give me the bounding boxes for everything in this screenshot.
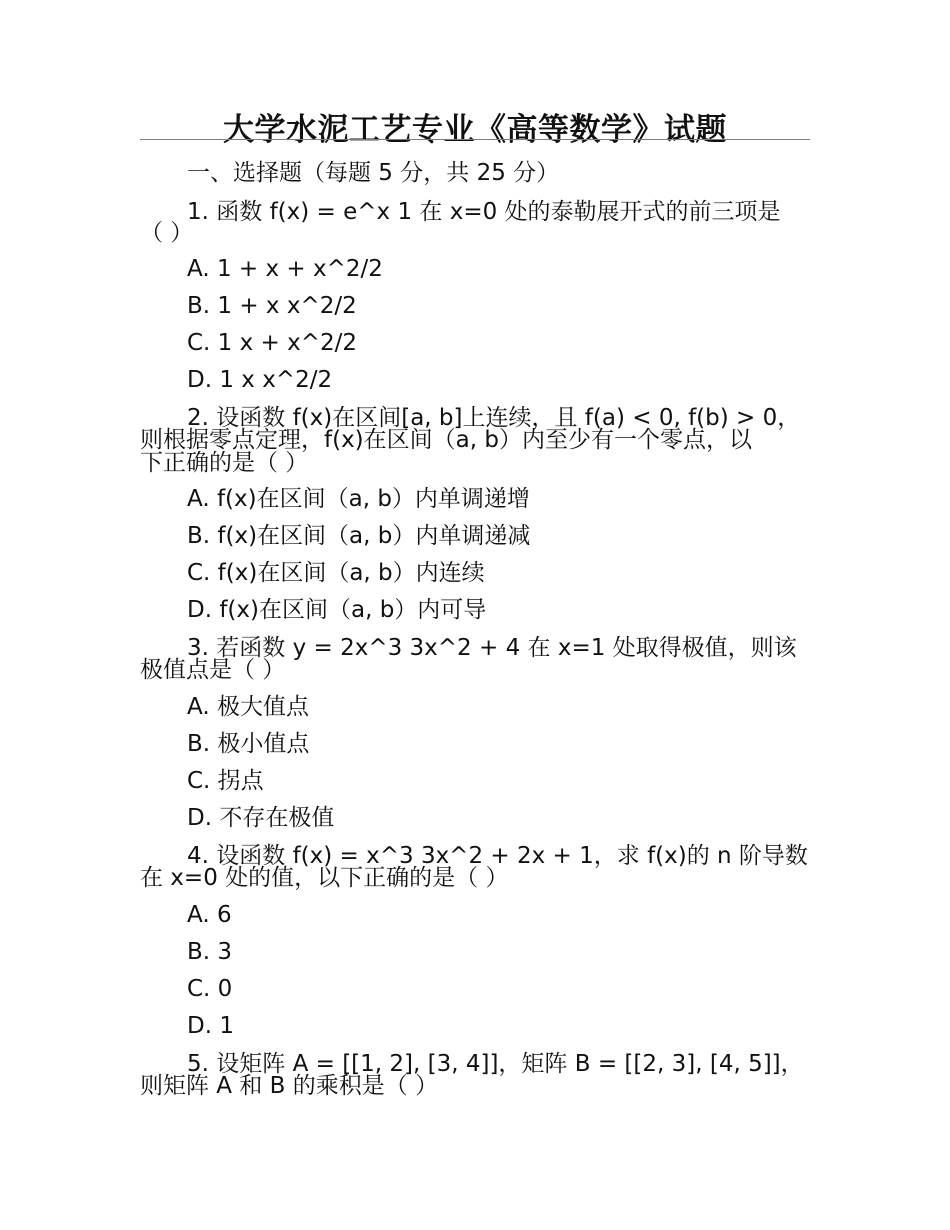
question-5-stem-line-2: 则矩阵 A 和 B 的乘积是（ ）	[140, 1073, 439, 1099]
question-2-stem-line-3: 下正确的是（ ）	[140, 450, 309, 476]
question-3-stem-line-1: 3. 若函数 y = 2x^3 3x^2 + 4 在 x=1 处取得极值，则该	[187, 635, 797, 661]
question-4-option-b: B. 3	[187, 939, 233, 965]
question-3-stem-line-2: 极值点是（ ）	[140, 657, 286, 683]
question-1-option-c: C. 1 x + x^2/2	[187, 330, 358, 356]
question-2-option-c: C. f(x)在区间（a, b）内连续	[187, 560, 485, 586]
question-4-option-a: A. 6	[187, 902, 232, 928]
question-2-stem-line-2: 则根据零点定理，f(x)在区间（a, b）内至少有一个零点，以	[140, 427, 752, 453]
title-underline	[140, 139, 810, 140]
question-3-option-b: B. 极小值点	[187, 731, 310, 757]
question-4-stem-line-1: 4. 设函数 f(x) = x^3 3x^2 + 2x + 1，求 f(x)的 n 阶导数	[187, 843, 808, 869]
document-title: 大学水泥工艺专业《高等数学》试题	[223, 112, 727, 148]
question-2-option-b: B. f(x)在区间（a, b）内单调递减	[187, 523, 531, 549]
question-4-option-d: D. 1	[187, 1013, 234, 1039]
question-1-stem-line-1: 1. 函数 f(x) = e^x 1 在 x=0 处的泰勒展开式的前三项是	[187, 199, 781, 225]
question-4-option-c: C. 0	[187, 976, 233, 1002]
question-4-stem-line-2: 在 x=0 处的值，以下正确的是（ ）	[140, 865, 509, 891]
question-3-option-c: C. 拐点	[187, 768, 264, 794]
question-5-stem-line-1: 5. 设矩阵 A = [[1, 2], [3, 4]]，矩阵 B = [[2, 3], [4, 5]]，	[187, 1051, 804, 1077]
question-1-option-a: A. 1 + x + x^2/2	[187, 256, 383, 282]
question-1-option-b: B. 1 + x x^2/2	[187, 293, 357, 319]
question-2-option-a: A. f(x)在区间（a, b）内单调递增	[187, 486, 530, 512]
question-2-option-d: D. f(x)在区间（a, b）内可导	[187, 597, 487, 623]
question-3-option-d: D. 不存在极值	[187, 805, 335, 831]
question-1-stem-line-2: （ ）	[140, 220, 194, 246]
question-2-stem-line-1: 2. 设函数 f(x)在区间[a, b]上连续，且 f(a) < 0, f(b) > 0，	[187, 405, 801, 431]
section-heading: 一、选择题（每题 5 分，共 25 分）	[187, 160, 560, 186]
question-1-option-d: D. 1 x x^2/2	[187, 367, 333, 393]
question-3-option-a: A. 极大值点	[187, 694, 309, 720]
